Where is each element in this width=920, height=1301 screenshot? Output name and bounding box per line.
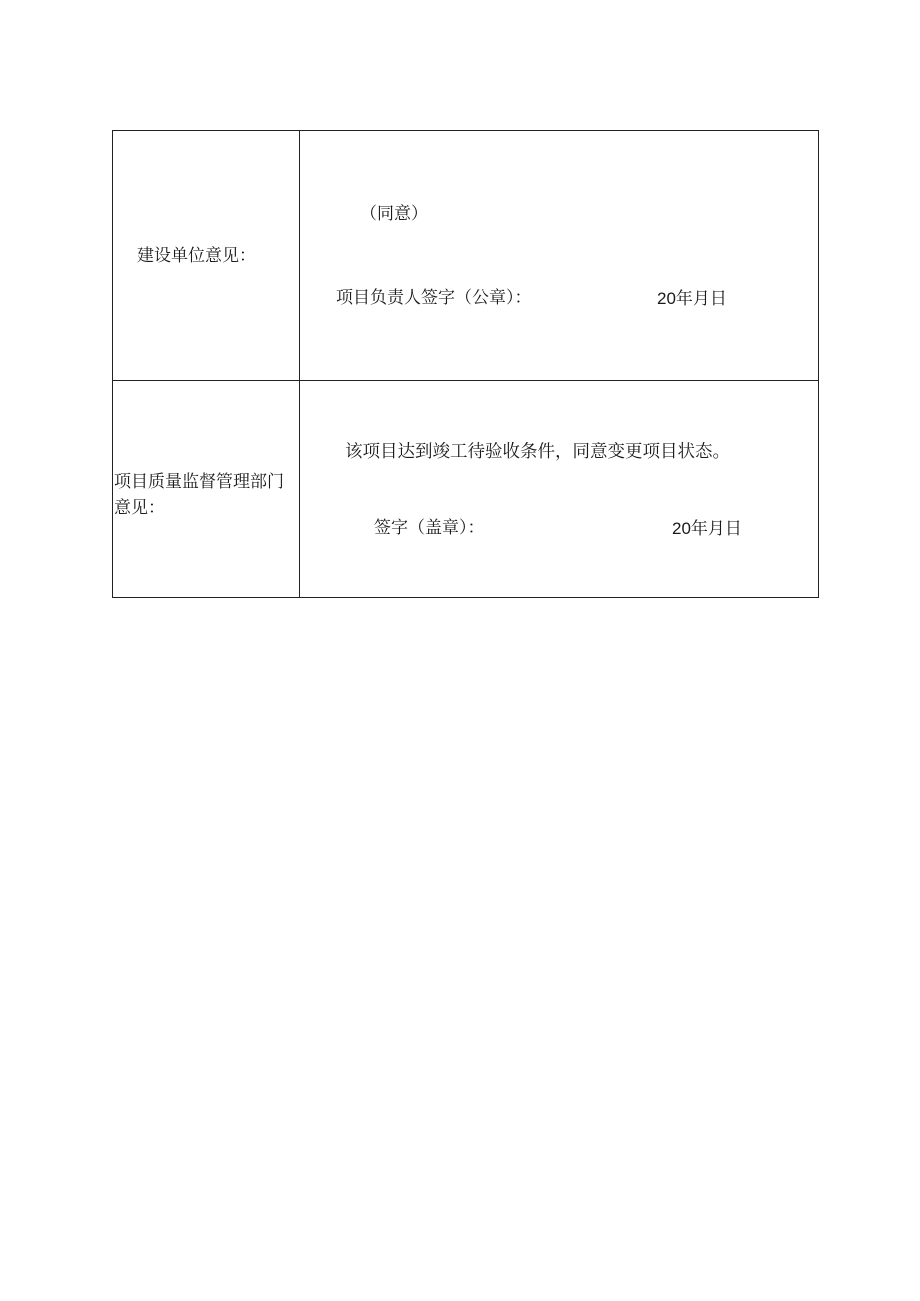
row-content-cell (300, 131, 818, 380)
quality-supervision-opinion: 该项目达到竣工待验收条件，同意变更项目状态。 (345, 442, 730, 462)
project-leader-signature-label: 项目负责人签字（公章）： (336, 288, 532, 308)
row-label-cell (113, 131, 300, 380)
row-content-cell (300, 380, 818, 598)
seal-signature-label: 签字（盖章）： (374, 518, 485, 538)
quality-supervision-row (113, 380, 818, 598)
date-field (657, 290, 727, 308)
construction-unit-row (113, 131, 818, 381)
date-year-prefix: 20 (657, 289, 676, 308)
construction-unit-label: 建设单位意见： (137, 246, 256, 266)
row-label-cell (113, 380, 300, 598)
construction-unit-opinion: （同意） (360, 204, 428, 224)
date-field (672, 520, 742, 538)
date-units: 年月日 (690, 519, 742, 539)
approval-form-table (112, 130, 819, 598)
date-year-prefix: 20 (672, 519, 691, 538)
date-units: 年月日 (675, 289, 727, 309)
quality-supervision-label: 项目质量监督管理部门意见： (114, 472, 284, 518)
